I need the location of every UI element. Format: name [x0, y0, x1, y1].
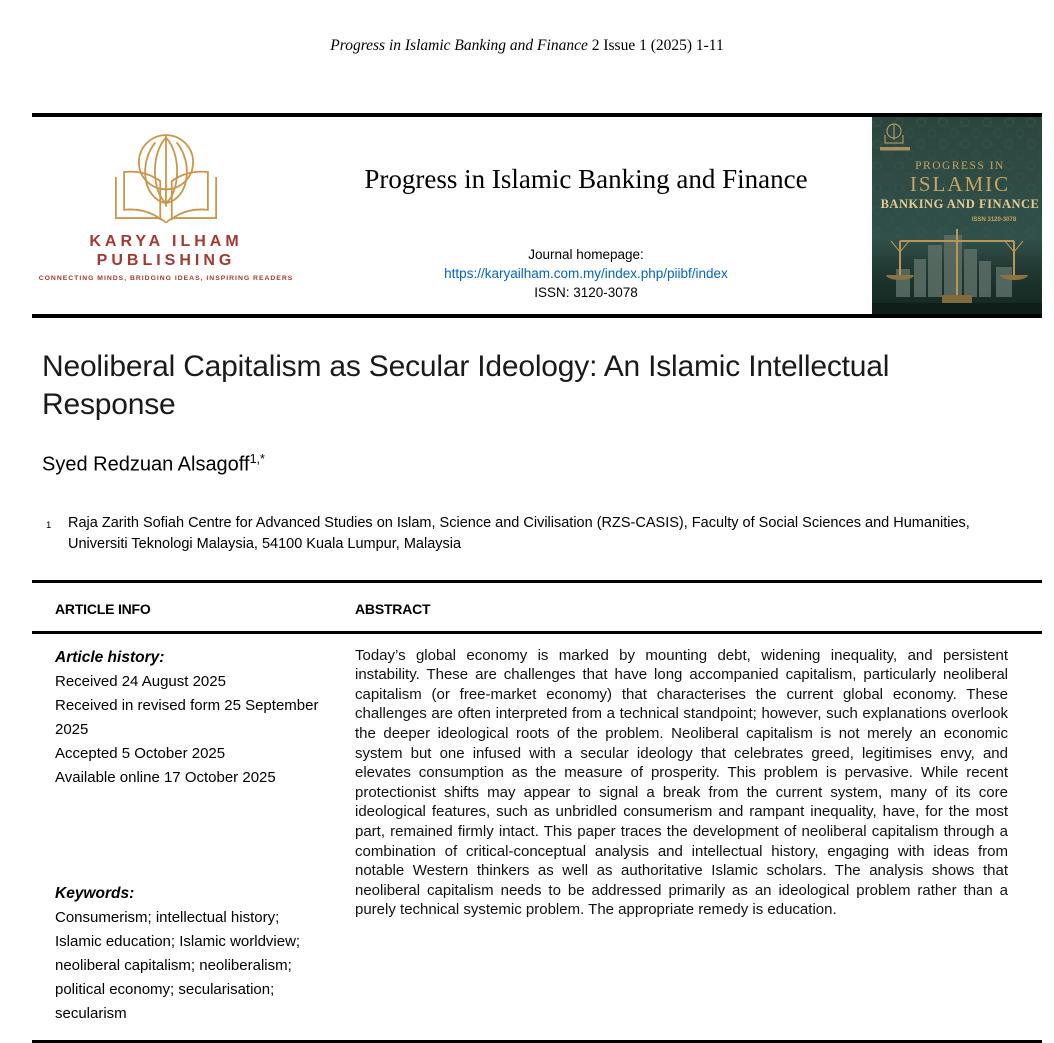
journal-cover-image	[872, 117, 1042, 314]
svg-text:PROGRESS IN: PROGRESS IN	[915, 160, 1005, 172]
banner-center	[300, 117, 872, 314]
abstract-text: Today’s global economy is marked by mounting debt, widening inequality, and persistent instability. These are challenges that have long accompanied capitalism, particularly neoliberal capitalism (or free-market economy) that characterises the current global economy. These challenges are often interpreted from a technical standpoint; however, such explanations overlook the deeper ideological roots of the problem. Neoliberal capitalism is not merely an economic system but one infused with a secular ideology that celebrates greed, legitimises envy, and elevates consumption as the measure of prosperity. This problem is pervasive. While recent protectionist shifts may appear to signal a break from the current system, many of its core ideological features, such as unbridled consumerism and rampant inequality, have, for the most part, remained firmly intact. This paper traces the development of neoliberal capitalism through a combination of critical-conceptual analysis and intellectual history, engaging with ideas from notable Western thinkers as well as authoritative Islamic scholars. The analysis shows that neoliberal capitalism needs to be addressed primarily as an ideological problem rather than a purely technical systemic problem. The appropriate remedy is education.	[355, 646, 1008, 919]
publisher-name-line1: KARYA ILHAM	[89, 233, 243, 250]
running-head-citation: 2 Issue 1 (2025) 1-11	[587, 37, 724, 54]
publisher-logo-block	[32, 117, 300, 314]
cover-issn: ISSN 3120-3078	[971, 217, 1017, 223]
publisher-logo-icon	[102, 131, 230, 228]
keywords-heading: Keywords:	[55, 884, 135, 902]
info-body-row	[32, 634, 1042, 1043]
publisher-name-line2: PUBLISHING	[96, 252, 236, 269]
info-header-row	[32, 583, 1042, 634]
article-history-heading: Article history:	[55, 648, 165, 666]
journal-homepage-label: Journal homepage:	[528, 247, 644, 262]
publisher-tagline: CONNECTING MINDS, BRIDGING IDEAS, INSPIRING READERS	[38, 275, 294, 282]
svg-text:ISLAMIC: ISLAMIC	[909, 172, 1011, 196]
keywords-list: Consumerism; intellectual history; Islamic education; Islamic worldview; neoliberal capitalism; neoliberalism; political economy; secularisation; secularism	[55, 908, 301, 1022]
affiliation-text: Raja Zarith Sofiah Centre for Advanced Studies on Islam, Science and Civilisation (RZS-CASIS), Faculty of Social Sciences and Humanities, Universiti Teknologi Malaysia, 54100 Kuala Lumpur, Malaysia	[68, 514, 970, 553]
publisher-name	[89, 232, 242, 270]
affiliation-marker: 1	[46, 519, 52, 531]
author-affiliation-marks: 1,*	[249, 452, 265, 466]
journal-issn: ISSN: 3120-3078	[534, 285, 638, 300]
article-info-heading: ARTICLE INFO	[55, 600, 151, 617]
article-info-column	[32, 646, 355, 1026]
running-head-journal: Progress in Islamic Banking and Finance	[330, 37, 588, 54]
history-available-online: Available online 17 October 2025	[55, 768, 276, 786]
history-accepted: Accepted 5 October 2025	[55, 744, 226, 762]
article-title: Neoliberal Capitalism as Secular Ideology: An Islamic Intellectual Response	[42, 350, 890, 421]
journal-banner	[32, 113, 1042, 318]
journal-title: Progress in Islamic Banking and Finance	[364, 164, 808, 194]
article-info-table	[32, 580, 1042, 1043]
running-head	[0, 0, 1054, 55]
journal-homepage-link[interactable]: https://karyailham.com.my/index.php/piibf/index	[444, 266, 728, 281]
author-name: Syed Redzuan Alsagoff	[42, 453, 250, 476]
svg-text:BANKING AND FINANCE: BANKING AND FINANCE	[880, 197, 1040, 211]
abstract-heading: ABSTRACT	[355, 600, 431, 617]
abstract-column	[355, 646, 1042, 1026]
affiliation	[46, 513, 1014, 556]
history-revised: Received in revised form 25 September 2025	[55, 696, 319, 738]
history-received: Received 24 August 2025	[55, 672, 226, 690]
author-line	[42, 452, 1054, 477]
